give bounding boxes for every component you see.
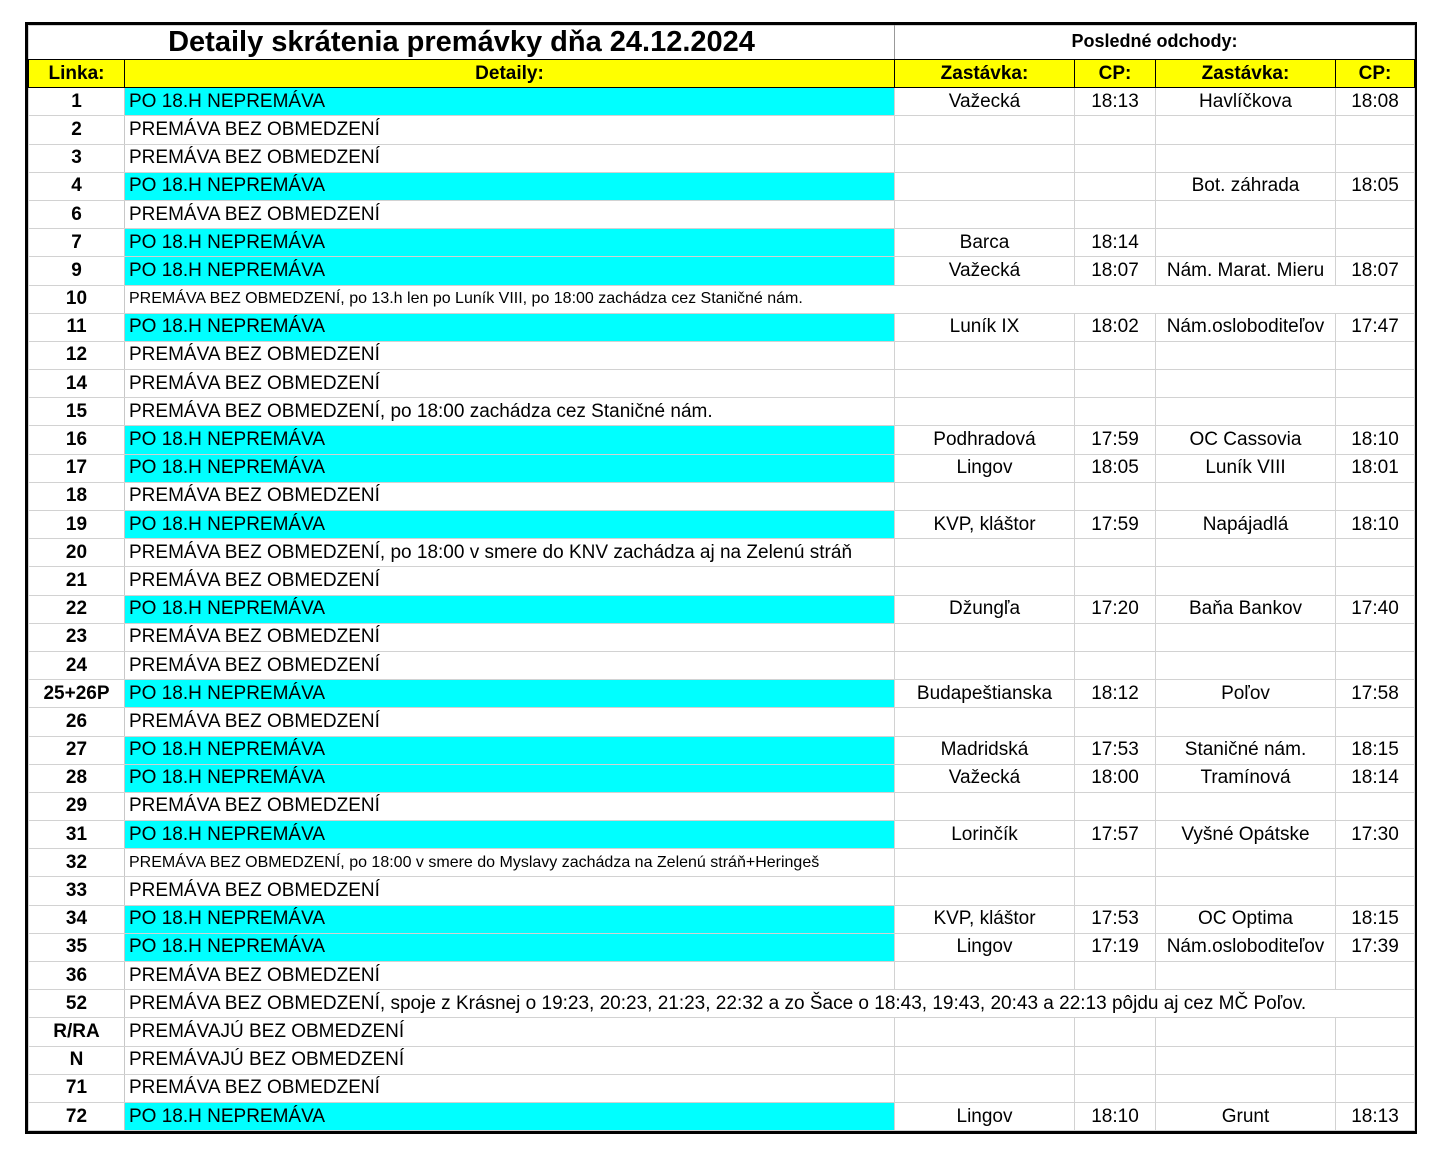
table-row (29, 1046, 1415, 1074)
stop-1 (895, 200, 1075, 228)
line-detail: PO 18.H NEPREMÁVA (125, 454, 895, 482)
stop-1 (895, 567, 1075, 595)
stop-2 (1156, 229, 1336, 257)
departure-time-1 (1075, 370, 1156, 398)
line-number: 14 (29, 370, 125, 398)
departure-time-2 (1336, 1018, 1415, 1046)
table-row (29, 454, 1415, 482)
departure-time-2: 17:58 (1336, 680, 1415, 708)
departure-time-2 (1336, 877, 1415, 905)
table-row (29, 229, 1415, 257)
departure-time-1 (1075, 172, 1156, 200)
departure-time-1 (1075, 539, 1156, 567)
line-number: N (29, 1046, 125, 1074)
table-row (29, 933, 1415, 961)
line-detail: PO 18.H NEPREMÁVA (125, 88, 895, 116)
table-row (29, 1074, 1415, 1102)
departure-time-1: 18:12 (1075, 680, 1156, 708)
line-number: 52 (29, 990, 125, 1018)
table-row (29, 1018, 1415, 1046)
schedule-table (28, 25, 1415, 1131)
stop-2: Grunt (1156, 1102, 1336, 1130)
line-number: 27 (29, 736, 125, 764)
stop-1: Važecká (895, 257, 1075, 285)
table-row (29, 426, 1415, 454)
last-departures-label: Posledné odchody: (895, 26, 1415, 60)
line-detail: PO 18.H NEPREMÁVA (125, 764, 895, 792)
line-number: 28 (29, 764, 125, 792)
line-number: 22 (29, 595, 125, 623)
line-detail: PO 18.H NEPREMÁVA (125, 313, 895, 341)
departure-time-2: 17:30 (1336, 821, 1415, 849)
line-detail: PREMÁVAJÚ BEZ OBMEDZENÍ (125, 1018, 895, 1046)
line-number: 16 (29, 426, 125, 454)
stop-2: Vyšné Opátske (1156, 821, 1336, 849)
line-detail: PREMÁVA BEZ OBMEDZENÍ (125, 651, 895, 679)
departure-time-2 (1336, 482, 1415, 510)
departure-time-1 (1075, 1018, 1156, 1046)
line-number: 35 (29, 933, 125, 961)
stop-1 (895, 482, 1075, 510)
line-number: 10 (29, 285, 125, 313)
schedule-sheet (25, 22, 1417, 1134)
stop-2 (1156, 1074, 1336, 1102)
departure-time-2 (1336, 651, 1415, 679)
table-row (29, 792, 1415, 820)
stop-1: Lingov (895, 454, 1075, 482)
departure-time-1: 18:13 (1075, 88, 1156, 116)
stop-2: Nám.osloboditeľov (1156, 933, 1336, 961)
line-detail: PREMÁVA BEZ OBMEDZENÍ (125, 792, 895, 820)
header-cp-1: CP: (1075, 60, 1156, 88)
stop-2 (1156, 482, 1336, 510)
stop-1 (895, 877, 1075, 905)
header-row (29, 60, 1415, 88)
table-row (29, 764, 1415, 792)
departure-time-1: 17:53 (1075, 736, 1156, 764)
stop-2 (1156, 792, 1336, 820)
departure-time-1 (1075, 877, 1156, 905)
departure-time-2 (1336, 792, 1415, 820)
line-number: 24 (29, 651, 125, 679)
line-number: 31 (29, 821, 125, 849)
line-number: 9 (29, 257, 125, 285)
stop-1: KVP, kláštor (895, 511, 1075, 539)
stop-2 (1156, 341, 1336, 369)
table-row (29, 962, 1415, 990)
departure-time-2: 18:07 (1336, 257, 1415, 285)
line-detail: PREMÁVA BEZ OBMEDZENÍ (125, 116, 895, 144)
table-row (29, 144, 1415, 172)
line-detail: PO 18.H NEPREMÁVA (125, 595, 895, 623)
line-detail: PREMÁVA BEZ OBMEDZENÍ (125, 144, 895, 172)
table-row (29, 88, 1415, 116)
departure-time-1 (1075, 398, 1156, 426)
line-detail: PREMÁVA BEZ OBMEDZENÍ (125, 1074, 895, 1102)
departure-time-2 (1336, 539, 1415, 567)
departure-time-2: 17:39 (1336, 933, 1415, 961)
stop-2: Baňa Bankov (1156, 595, 1336, 623)
line-detail: PO 18.H NEPREMÁVA (125, 229, 895, 257)
departure-time-2: 18:10 (1336, 426, 1415, 454)
stop-1 (895, 172, 1075, 200)
header-linka: Linka: (29, 60, 125, 88)
table-row (29, 539, 1415, 567)
header-zastavka-2: Zastávka: (1156, 60, 1336, 88)
line-number: 7 (29, 229, 125, 257)
departure-time-1 (1075, 792, 1156, 820)
stop-2 (1156, 623, 1336, 651)
departure-time-1 (1075, 116, 1156, 144)
stop-1 (895, 623, 1075, 651)
stop-1: Važecká (895, 88, 1075, 116)
line-number: 19 (29, 511, 125, 539)
table-row (29, 736, 1415, 764)
departure-time-1: 18:14 (1075, 229, 1156, 257)
stop-1: Lingov (895, 933, 1075, 961)
departure-time-2: 18:10 (1336, 511, 1415, 539)
line-number: 25+26P (29, 680, 125, 708)
line-detail: PO 18.H NEPREMÁVA (125, 172, 895, 200)
line-detail: PO 18.H NEPREMÁVA (125, 933, 895, 961)
stop-2: OC Cassovia (1156, 426, 1336, 454)
table-row (29, 370, 1415, 398)
departure-time-1 (1075, 651, 1156, 679)
departure-time-2: 18:13 (1336, 1102, 1415, 1130)
line-number: 26 (29, 708, 125, 736)
line-number: 32 (29, 849, 125, 877)
stop-1 (895, 1046, 1075, 1074)
departure-time-2 (1336, 370, 1415, 398)
departure-time-1: 18:07 (1075, 257, 1156, 285)
line-detail: PO 18.H NEPREMÁVA (125, 426, 895, 454)
stop-2: Poľov (1156, 680, 1336, 708)
stop-1: Podhradová (895, 426, 1075, 454)
table-row (29, 708, 1415, 736)
departure-time-1: 18:05 (1075, 454, 1156, 482)
stop-2: Bot. záhrada (1156, 172, 1336, 200)
stop-2: OC Optima (1156, 905, 1336, 933)
table-row (29, 623, 1415, 651)
departure-time-2 (1336, 567, 1415, 595)
header-zastavka-1: Zastávka: (895, 60, 1075, 88)
departure-time-2 (1336, 1046, 1415, 1074)
stop-2 (1156, 567, 1336, 595)
line-detail: PO 18.H NEPREMÁVA (125, 905, 895, 933)
line-detail: PREMÁVA BEZ OBMEDZENÍ (125, 877, 895, 905)
line-detail: PREMÁVA BEZ OBMEDZENÍ, po 18:00 zachádza cez Staničné nám. (125, 398, 895, 426)
line-number: 23 (29, 623, 125, 651)
departure-time-1: 17:53 (1075, 905, 1156, 933)
line-number: 33 (29, 877, 125, 905)
line-number: 4 (29, 172, 125, 200)
line-number: 1 (29, 88, 125, 116)
line-detail: PREMÁVA BEZ OBMEDZENÍ (125, 708, 895, 736)
stop-1 (895, 651, 1075, 679)
stop-2: Tramínová (1156, 764, 1336, 792)
stop-1 (895, 792, 1075, 820)
departure-time-1: 17:20 (1075, 595, 1156, 623)
departure-time-1: 18:02 (1075, 313, 1156, 341)
table-row (29, 313, 1415, 341)
departure-time-1 (1075, 200, 1156, 228)
line-number: 72 (29, 1102, 125, 1130)
table-row (29, 595, 1415, 623)
page-title: Detaily skrátenia premávky dňa 24.12.2024 (29, 26, 895, 60)
departure-time-2 (1336, 398, 1415, 426)
departure-time-2 (1336, 1074, 1415, 1102)
stop-1 (895, 849, 1075, 877)
departure-time-2: 18:15 (1336, 905, 1415, 933)
departure-time-1 (1075, 341, 1156, 369)
stop-1: Budapeštianska (895, 680, 1075, 708)
table-row (29, 398, 1415, 426)
line-number: 15 (29, 398, 125, 426)
stop-2 (1156, 651, 1336, 679)
stop-2: Luník VIII (1156, 454, 1336, 482)
stop-1 (895, 539, 1075, 567)
departure-time-1 (1075, 623, 1156, 651)
stop-2 (1156, 708, 1336, 736)
line-number: 17 (29, 454, 125, 482)
table-row (29, 200, 1415, 228)
departure-time-2: 18:01 (1336, 454, 1415, 482)
departure-time-2 (1336, 116, 1415, 144)
line-detail: PREMÁVA BEZ OBMEDZENÍ (125, 962, 895, 990)
departure-time-2 (1336, 200, 1415, 228)
line-detail: PO 18.H NEPREMÁVA (125, 821, 895, 849)
line-number: 18 (29, 482, 125, 510)
stop-1 (895, 1074, 1075, 1102)
departure-time-2: 18:15 (1336, 736, 1415, 764)
departure-time-1: 18:00 (1075, 764, 1156, 792)
line-detail: PREMÁVA BEZ OBMEDZENÍ (125, 567, 895, 595)
line-number: 2 (29, 116, 125, 144)
header-cp-2: CP: (1336, 60, 1415, 88)
line-detail: PREMÁVA BEZ OBMEDZENÍ, spoje z Krásnej o 19:23, 20:23, 21:23, 22:32 a zo Šace o 18:43, 19:43, 20:43 a 22:13 pôjdu aj cez MČ Poľov. (125, 990, 1415, 1018)
line-detail: PREMÁVAJÚ BEZ OBMEDZENÍ (125, 1046, 895, 1074)
departure-time-1: 17:19 (1075, 933, 1156, 961)
stop-1 (895, 1018, 1075, 1046)
stop-2 (1156, 200, 1336, 228)
departure-time-2: 17:47 (1336, 313, 1415, 341)
departure-time-1: 17:59 (1075, 426, 1156, 454)
departure-time-1: 17:57 (1075, 821, 1156, 849)
line-detail: PREMÁVA BEZ OBMEDZENÍ (125, 482, 895, 510)
line-number: R/RA (29, 1018, 125, 1046)
departure-time-2 (1336, 708, 1415, 736)
departure-time-1 (1075, 708, 1156, 736)
table-row (29, 511, 1415, 539)
stop-1 (895, 116, 1075, 144)
line-number: 11 (29, 313, 125, 341)
stop-2 (1156, 398, 1336, 426)
table-row (29, 849, 1415, 877)
departure-time-2: 17:40 (1336, 595, 1415, 623)
title-row (29, 26, 1415, 60)
departure-time-1: 18:10 (1075, 1102, 1156, 1130)
stop-2 (1156, 144, 1336, 172)
line-number: 6 (29, 200, 125, 228)
departure-time-1 (1075, 849, 1156, 877)
line-detail: PREMÁVA BEZ OBMEDZENÍ (125, 623, 895, 651)
line-number: 3 (29, 144, 125, 172)
departure-time-2: 18:14 (1336, 764, 1415, 792)
departure-time-1 (1075, 962, 1156, 990)
table-row (29, 567, 1415, 595)
stop-2 (1156, 962, 1336, 990)
stop-2 (1156, 116, 1336, 144)
stop-1: Lorinčík (895, 821, 1075, 849)
line-number: 36 (29, 962, 125, 990)
stop-1: Džungľa (895, 595, 1075, 623)
stop-1 (895, 341, 1075, 369)
line-number: 29 (29, 792, 125, 820)
stop-2 (1156, 1046, 1336, 1074)
departure-time-2 (1336, 623, 1415, 651)
stop-2 (1156, 539, 1336, 567)
stop-1 (895, 708, 1075, 736)
departure-time-2 (1336, 962, 1415, 990)
departure-time-2 (1336, 849, 1415, 877)
departure-time-1 (1075, 567, 1156, 595)
stop-2: Staničné nám. (1156, 736, 1336, 764)
line-detail: PREMÁVA BEZ OBMEDZENÍ, po 18:00 v smere do Myslavy zachádza na Zelenú stráň+Heringeš (125, 849, 895, 877)
line-detail: PREMÁVA BEZ OBMEDZENÍ (125, 370, 895, 398)
line-detail: PO 18.H NEPREMÁVA (125, 736, 895, 764)
stop-2: Napájadlá (1156, 511, 1336, 539)
line-detail: PO 18.H NEPREMÁVA (125, 680, 895, 708)
departure-time-1 (1075, 1046, 1156, 1074)
stop-1: KVP, kláštor (895, 905, 1075, 933)
line-number: 20 (29, 539, 125, 567)
stop-1 (895, 144, 1075, 172)
line-number: 71 (29, 1074, 125, 1102)
departure-time-1 (1075, 144, 1156, 172)
line-detail: PREMÁVA BEZ OBMEDZENÍ, po 18:00 v smere do KNV zachádza aj na Zelenú stráň (125, 539, 895, 567)
departure-time-2 (1336, 144, 1415, 172)
departure-time-1 (1075, 1074, 1156, 1102)
table-row (29, 341, 1415, 369)
stop-2: Nám. Marat. Mieru (1156, 257, 1336, 285)
table-row (29, 905, 1415, 933)
departure-time-1: 17:59 (1075, 511, 1156, 539)
table-row (29, 257, 1415, 285)
line-detail: PO 18.H NEPREMÁVA (125, 257, 895, 285)
table-row (29, 821, 1415, 849)
departure-time-2 (1336, 229, 1415, 257)
departure-time-1 (1075, 482, 1156, 510)
table-row (29, 990, 1415, 1018)
table-row (29, 285, 1415, 313)
stop-2 (1156, 849, 1336, 877)
departure-time-2: 18:05 (1336, 172, 1415, 200)
line-number: 34 (29, 905, 125, 933)
departure-time-2 (1336, 341, 1415, 369)
stop-1: Važecká (895, 764, 1075, 792)
table-row (29, 482, 1415, 510)
table-row (29, 877, 1415, 905)
stop-1: Barca (895, 229, 1075, 257)
table-row (29, 651, 1415, 679)
stop-2: Nám.osloboditeľov (1156, 313, 1336, 341)
departure-time-2: 18:08 (1336, 88, 1415, 116)
stop-2: Havlíčkova (1156, 88, 1336, 116)
table-row (29, 172, 1415, 200)
line-detail: PREMÁVA BEZ OBMEDZENÍ (125, 341, 895, 369)
stop-2 (1156, 370, 1336, 398)
line-detail: PREMÁVA BEZ OBMEDZENÍ, po 13.h len po Luník VIII, po 18:00 zachádza cez Staničné nám. (125, 285, 1415, 313)
stop-2 (1156, 1018, 1336, 1046)
header-detaily: Detaily: (125, 60, 895, 88)
table-row (29, 1102, 1415, 1130)
line-detail: PREMÁVA BEZ OBMEDZENÍ (125, 200, 895, 228)
stop-1 (895, 398, 1075, 426)
stop-1: Lingov (895, 1102, 1075, 1130)
stop-1: Madridská (895, 736, 1075, 764)
line-number: 21 (29, 567, 125, 595)
line-detail: PO 18.H NEPREMÁVA (125, 511, 895, 539)
stop-1 (895, 370, 1075, 398)
table-row (29, 116, 1415, 144)
stop-1 (895, 962, 1075, 990)
stop-2 (1156, 877, 1336, 905)
table-row (29, 680, 1415, 708)
line-detail: PO 18.H NEPREMÁVA (125, 1102, 895, 1130)
line-number: 12 (29, 341, 125, 369)
stop-1: Luník IX (895, 313, 1075, 341)
